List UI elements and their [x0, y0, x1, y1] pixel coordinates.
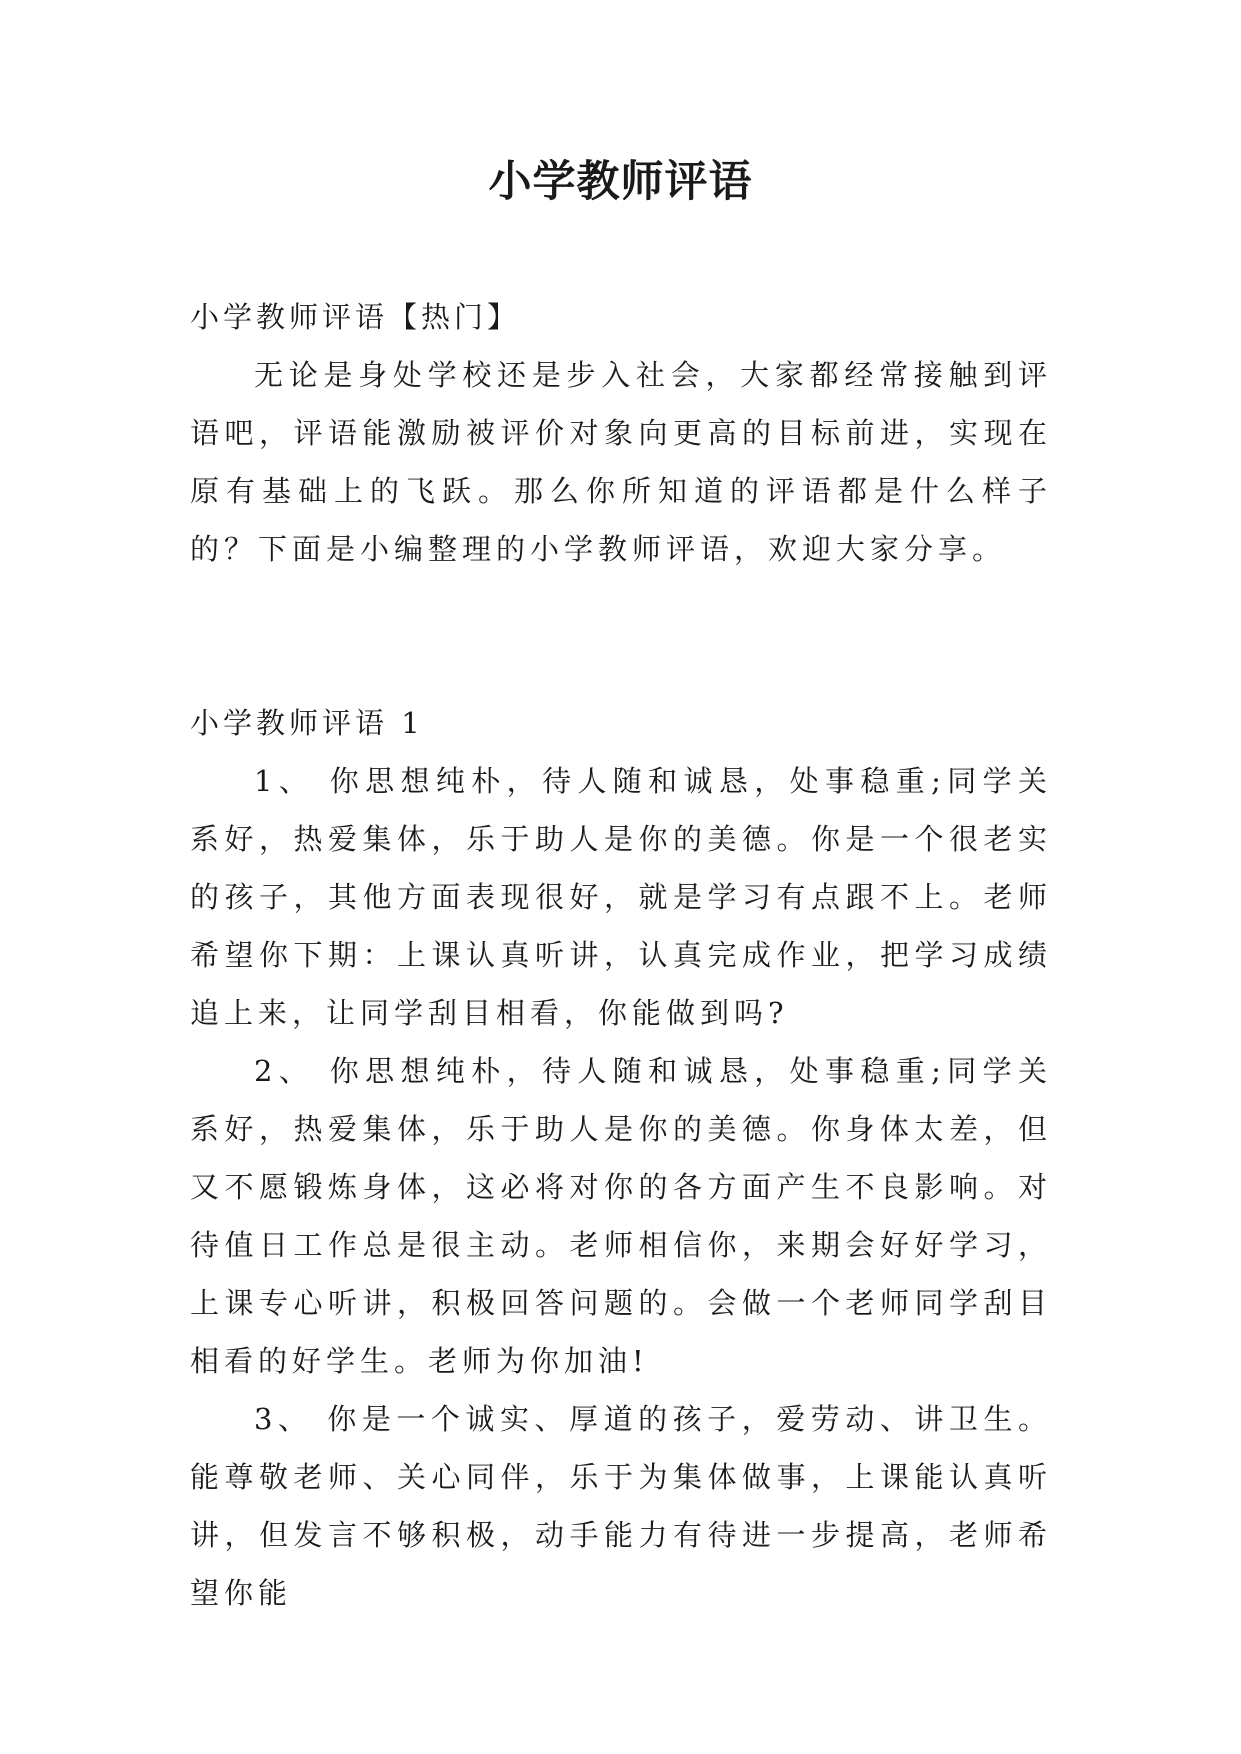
comment-item-3: 3、 你是一个诚实、厚道的孩子，爱劳动、讲卫生。能尊敬老师、关心同伴，乐于为集体做事，上课能认真听讲，但发言不够积极，动手能力有待进一步提高，老师希望你能 — [190, 1402, 1052, 1610]
page-title: 小学教师评语 — [488, 157, 753, 207]
intro-paragraph: 无论是身处学校还是步入社会，大家都经常接触到评语吧，评语能激励被评价对象向更高的目标前进，实现在原有基础上的飞跃。那么你所知道的评语都是什么样子的？下面是小编整理的小学教师评语，欢迎大家分享。 — [190, 358, 1052, 566]
document-body — [190, 288, 1052, 1622]
document-subtitle: 小学教师评语【热门】 — [190, 300, 521, 334]
comment-item-1: 1、 你思想纯朴，待人随和诚恳，处事稳重;同学关系好，热爱集体，乐于助人是你的美德。你是一个很老实的孩子，其他方面表现很好，就是学习有点跟不上。老师希望你下期：上课认真听讲，认真完成作业，把学习成绩追上来，让同学刮目相看，你能做到吗? — [190, 764, 1052, 1030]
section-spacer — [190, 578, 1052, 694]
section-heading: 小学教师评语 1 — [190, 706, 424, 740]
comment-item-2: 2、 你思想纯朴，待人随和诚恳，处事稳重;同学关系好，热爱集体，乐于助人是你的美德。你身体太差，但又不愿锻炼身体，这必将对你的各方面产生不良影响。对待值日工作总是很主动。老师相信你，来期会好好学习，上课专心听讲，积极回答问题的。会做一个老师同学刮目相看的好学生。老师为你加油! — [190, 1054, 1052, 1378]
